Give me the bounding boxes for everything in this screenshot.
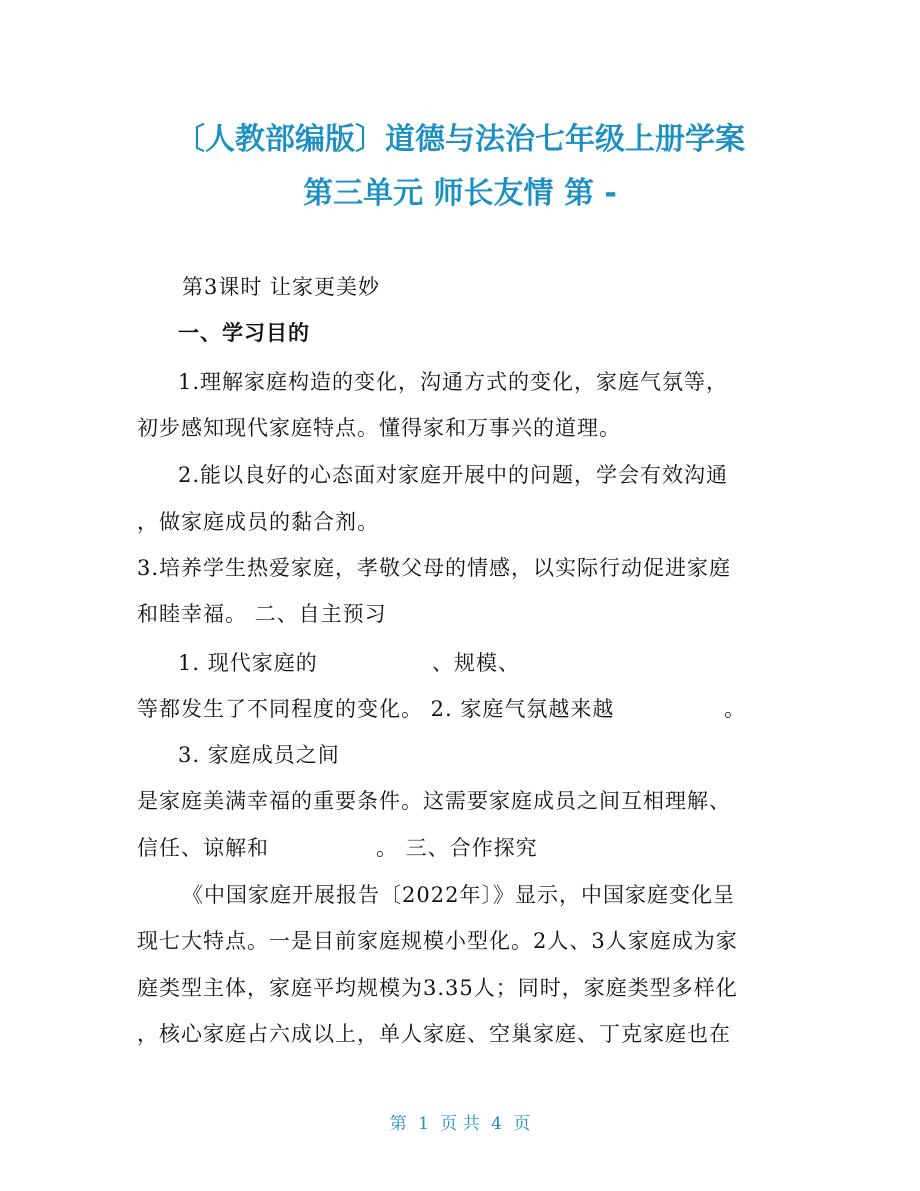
body-line: 和睦幸福。 二、自主预习	[137, 602, 387, 626]
footer-middle: 页 共	[440, 1114, 480, 1134]
body-line: 是家庭美满幸福的重要条件。这需要家庭成员之间互相理解、	[137, 789, 731, 813]
fill-in-line-start: 等都发生了不同程度的变化。 2. 家庭气氛越来越	[137, 697, 615, 721]
footer-page-number: 1	[418, 1114, 429, 1134]
footer-suffix: 页	[513, 1114, 531, 1134]
fill-in-line-end: 。 三、合作探究	[376, 836, 538, 860]
body-line: 2.能以良好的心态面对家庭开展中的问题，学会有效沟通	[178, 463, 729, 487]
section-heading-learning-goals: 一、学习目的	[178, 321, 310, 345]
fill-in-line-start: 信任、谅解和	[137, 836, 269, 860]
body-line: 《中国家庭开展报告〔2022年〕》显示，中国家庭变化呈	[182, 883, 735, 907]
fill-in-line-end: 、规模、	[432, 651, 520, 675]
footer-total-pages: 4	[491, 1114, 502, 1134]
body-line: 1.理解家庭构造的变化，沟通方式的变化，家庭气氛等，	[178, 370, 729, 394]
fill-in-line-start: 1. 现代家庭的	[178, 651, 318, 675]
document-title-line-2: 第三单元 师长友情 第 -	[303, 176, 617, 211]
body-line: 3.培养学生热爱家庭，孝敬父母的情感，以实际行动促进家庭	[137, 556, 732, 580]
body-line: 初步感知现代家庭特点。懂得家和万事兴的道理。	[137, 416, 621, 440]
page-footer	[0, 1112, 920, 1136]
body-line: 现七大特点。一是目前家庭规模小型化。2人、3人家庭成为家	[137, 929, 738, 953]
body-line: 3. 家庭成员之间	[178, 743, 340, 767]
body-line: ，做家庭成员的黏合剂。	[137, 510, 379, 534]
lesson-title: 第3课时 让家更美妙	[182, 275, 381, 299]
body-line: 庭类型主体，家庭平均规模为3.35人；同时，家庭类型多样化	[137, 976, 738, 1000]
body-line: ，核心家庭占六成以上，单人家庭、空巢家庭、丁克家庭也在	[137, 1022, 731, 1046]
fill-in-line-end: 。	[724, 697, 746, 721]
footer-prefix: 第	[389, 1114, 407, 1134]
document-title-line-1: 〔人教部编版〕道德与法治七年级上册学案	[175, 122, 745, 157]
